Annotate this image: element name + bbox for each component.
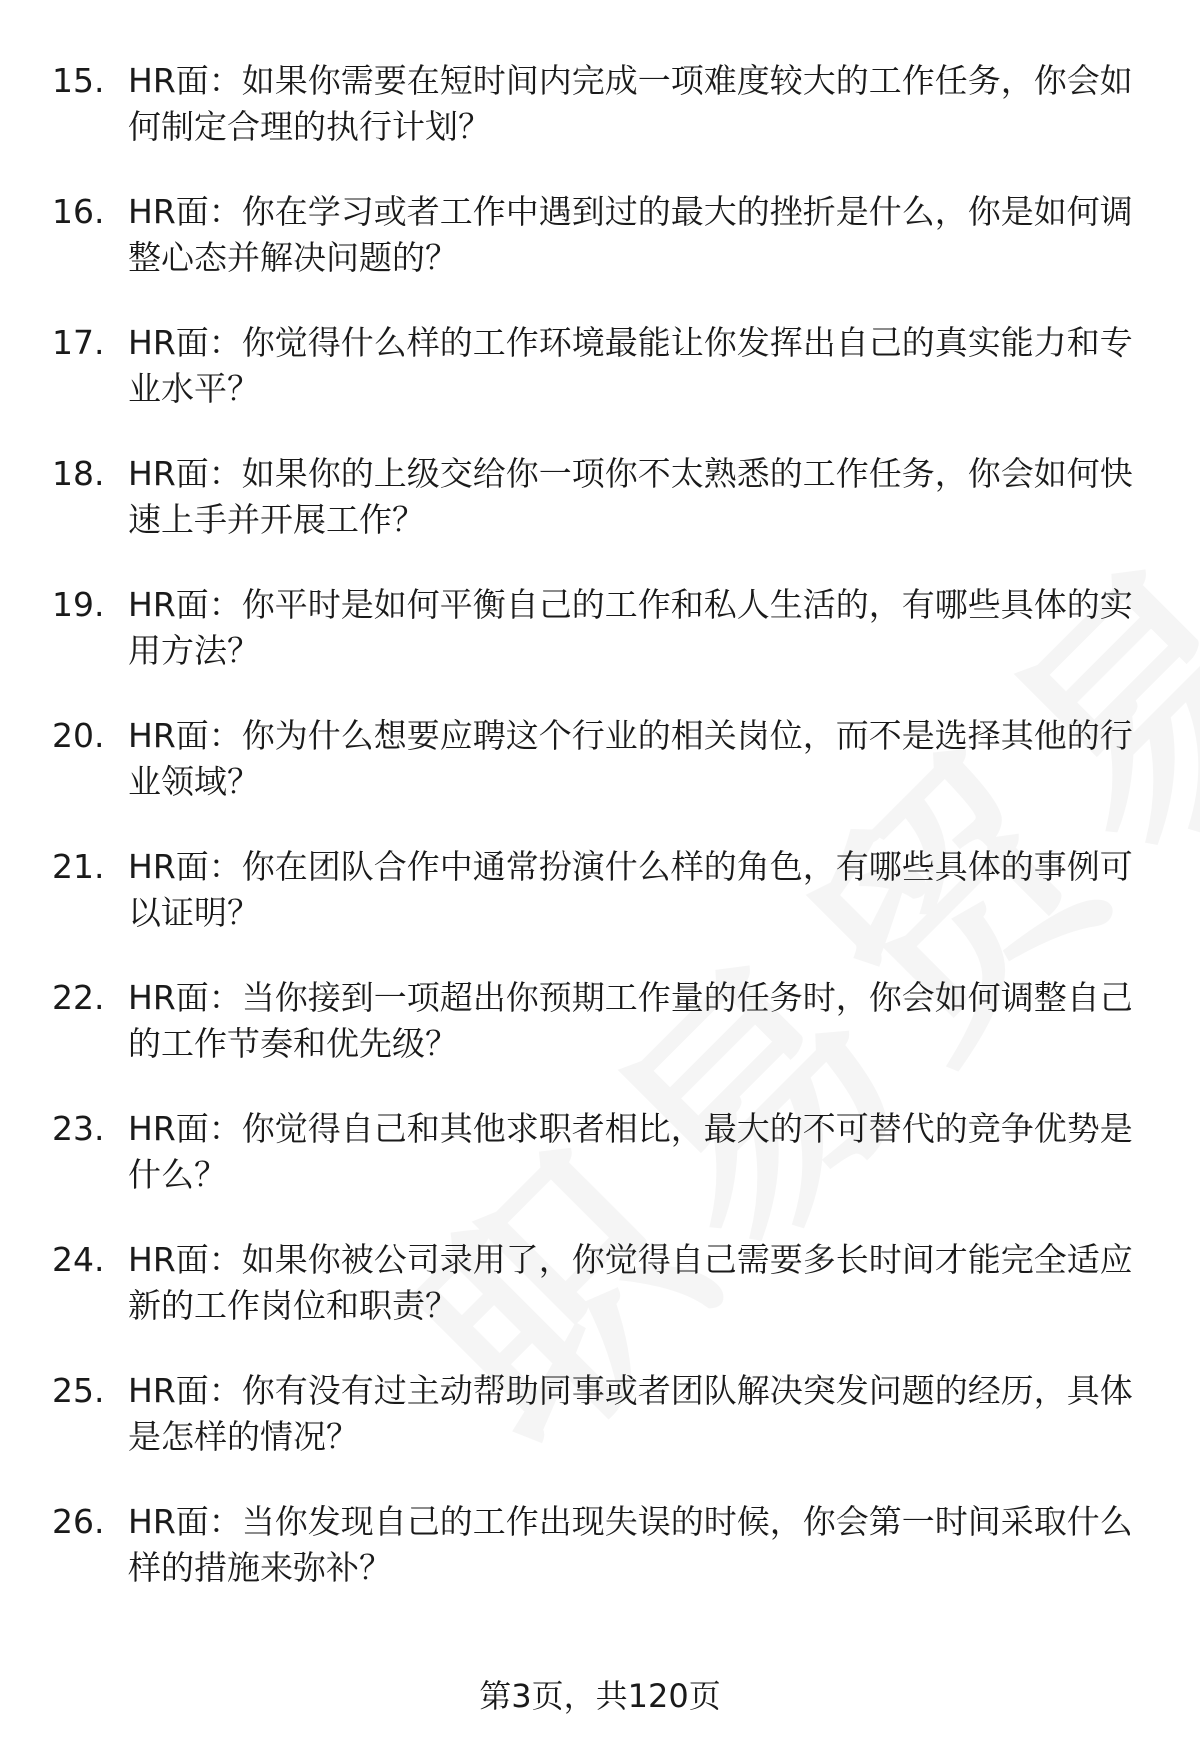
question-number: 17. <box>52 323 105 362</box>
question-text: HR面：你在学习或者工作中遇到过的最大的挫折是什么，你是如何调整心态并解决问题的？ <box>128 192 1133 277</box>
question-text: HR面：如果你被公司录用了，你觉得自己需要多长时间才能完全适应新的工作岗位和职责？ <box>128 1240 1133 1325</box>
question-text: HR面：你为什么想要应聘这个行业的相关岗位，而不是选择其他的行业领域？ <box>128 716 1133 801</box>
question-text: HR面：你在团队合作中通常扮演什么样的角色，有哪些具体的事例可以证明？ <box>128 847 1133 932</box>
question-text: HR面：你平时是如何平衡自己的工作和私人生活的，有哪些具体的实用方法？ <box>128 585 1133 670</box>
page-footer: 第3页，共120页 <box>479 1677 721 1715</box>
question-text: HR面：当你发现自己的工作出现失误的时候，你会第一时间采取什么样的措施来弥补？ <box>128 1502 1133 1587</box>
question-number: 19. <box>52 585 105 624</box>
question-list <box>0 58 1200 1630</box>
question-number: 22. <box>52 978 105 1017</box>
question-text: HR面：你觉得什么样的工作环境最能让你发挥出自己的真实能力和专业水平？ <box>128 323 1133 408</box>
question-item <box>0 451 1200 582</box>
question-text: HR面：如果你需要在短时间内完成一项难度较大的工作任务，你会如何制定合理的执行计划？ <box>128 61 1133 146</box>
question-item <box>0 1368 1200 1499</box>
question-item <box>0 975 1200 1106</box>
question-text: HR面：当你接到一项超出你预期工作量的任务时，你会如何调整自己的工作节奏和优先级？ <box>128 978 1133 1063</box>
question-item <box>0 1237 1200 1368</box>
question-text: HR面：你觉得自己和其他求职者相比，最大的不可替代的竞争优势是什么？ <box>128 1109 1133 1194</box>
question-item <box>0 1106 1200 1237</box>
question-number: 18. <box>52 454 105 493</box>
question-item <box>0 844 1200 975</box>
question-number: 20. <box>52 716 105 755</box>
question-number: 16. <box>52 192 105 231</box>
question-item <box>0 1499 1200 1630</box>
question-number: 15. <box>52 61 105 100</box>
question-number: 24. <box>52 1240 105 1279</box>
question-number: 23. <box>52 1109 105 1148</box>
question-number: 26. <box>52 1502 105 1541</box>
question-item <box>0 189 1200 320</box>
question-number: 25. <box>52 1371 105 1410</box>
question-text: HR面：如果你的上级交给你一项你不太熟悉的工作任务，你会如何快速上手并开展工作？ <box>128 454 1133 539</box>
question-item <box>0 320 1200 451</box>
question-number: 21. <box>52 847 105 886</box>
question-item <box>0 713 1200 844</box>
question-item <box>0 582 1200 713</box>
question-text: HR面：你有没有过主动帮助同事或者团队解决突发问题的经历，具体是怎样的情况？ <box>128 1371 1133 1456</box>
question-item <box>0 58 1200 189</box>
